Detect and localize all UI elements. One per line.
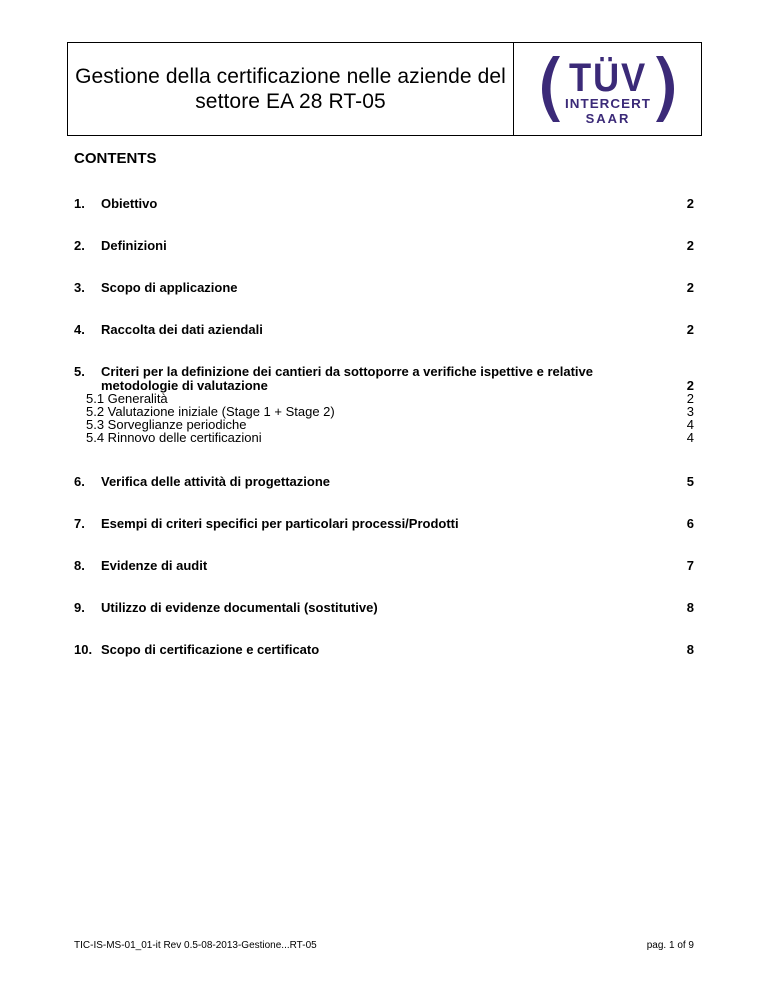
document-title bbox=[68, 43, 514, 135]
toc-number: 4. bbox=[74, 322, 85, 337]
toc-sub-title: 5.3 Sorveglianze periodiche bbox=[86, 417, 247, 432]
toc-number: 7. bbox=[74, 516, 85, 531]
toc-title: Utilizzo di evidenze documentali (sostitutive) bbox=[101, 600, 378, 615]
toc-title: Raccolta dei dati aziendali bbox=[101, 322, 263, 337]
toc-title: Obiettivo bbox=[101, 196, 158, 211]
contents-heading: CONTENTS bbox=[74, 150, 157, 167]
toc-number: 5. bbox=[74, 364, 85, 379]
footer-doc-reference: TIC-IS-MS-01_01-it Rev 0.5-08-2013-Gestione...RT-05 bbox=[74, 940, 317, 951]
toc-sub-title: 5.1 Generalità bbox=[86, 391, 168, 406]
toc-number: 6. bbox=[74, 474, 85, 489]
logo-brand-text: TÜV bbox=[568, 56, 655, 100]
title-line-2: settore EA 28 RT-05 bbox=[195, 90, 386, 113]
toc-sub-page: 4 bbox=[686, 417, 694, 432]
toc-number: 3. bbox=[74, 280, 85, 295]
logo-saar-text: SAAR bbox=[585, 111, 630, 126]
toc-page: 8 bbox=[686, 642, 694, 657]
toc-title: Esempi di criteri specifici per particolari processi/Prodotti bbox=[101, 516, 459, 531]
toc-sub-page: 3 bbox=[686, 404, 694, 419]
toc-page: 2 bbox=[686, 322, 694, 337]
document-header bbox=[67, 42, 702, 136]
toc-title: Evidenze di audit bbox=[101, 558, 208, 573]
toc-number: 8. bbox=[74, 558, 85, 573]
toc-number: 10. bbox=[74, 642, 93, 657]
toc-page: 6 bbox=[686, 516, 694, 531]
toc-title-line-2: metodologie di valutazione bbox=[101, 378, 268, 393]
toc-number: 9. bbox=[74, 600, 85, 615]
toc-title-line-1: Criteri per la definizione dei cantieri da sottoporre a verifiche ispettive e relative bbox=[101, 364, 593, 379]
toc-page: 5 bbox=[686, 474, 694, 489]
toc-sub-title: 5.4 Rinnovo delle certificazioni bbox=[86, 430, 262, 445]
title-line-1: Gestione della certificazione nelle aziende del bbox=[75, 65, 506, 88]
toc-page: 8 bbox=[686, 600, 694, 615]
footer-page-number: pag. 1 of 9 bbox=[646, 940, 694, 951]
toc-title: Scopo di certificazione e certificato bbox=[101, 642, 320, 657]
toc-number: 2. bbox=[74, 238, 85, 253]
toc-sub-page: 2 bbox=[686, 391, 694, 406]
toc-number: 1. bbox=[74, 196, 85, 211]
logo-intercert-text: INTERCERT bbox=[564, 96, 651, 111]
tuv-intercert-saar-logo bbox=[523, 46, 693, 132]
toc-title: Definizioni bbox=[101, 238, 167, 253]
toc-title: Verifica delle attività di progettazione bbox=[101, 474, 331, 489]
tuv-logo bbox=[514, 43, 701, 135]
toc-page: 2 bbox=[686, 196, 694, 211]
toc-page: 2 bbox=[686, 378, 694, 393]
toc-sub-title: 5.2 Valutazione iniziale (Stage 1 + Stage 2) bbox=[86, 404, 335, 419]
toc-title: Scopo di applicazione bbox=[101, 280, 238, 295]
toc-page: 2 bbox=[686, 238, 694, 253]
toc-sub-page: 4 bbox=[686, 430, 694, 445]
toc-page: 7 bbox=[686, 558, 694, 573]
toc-page: 2 bbox=[686, 280, 694, 295]
